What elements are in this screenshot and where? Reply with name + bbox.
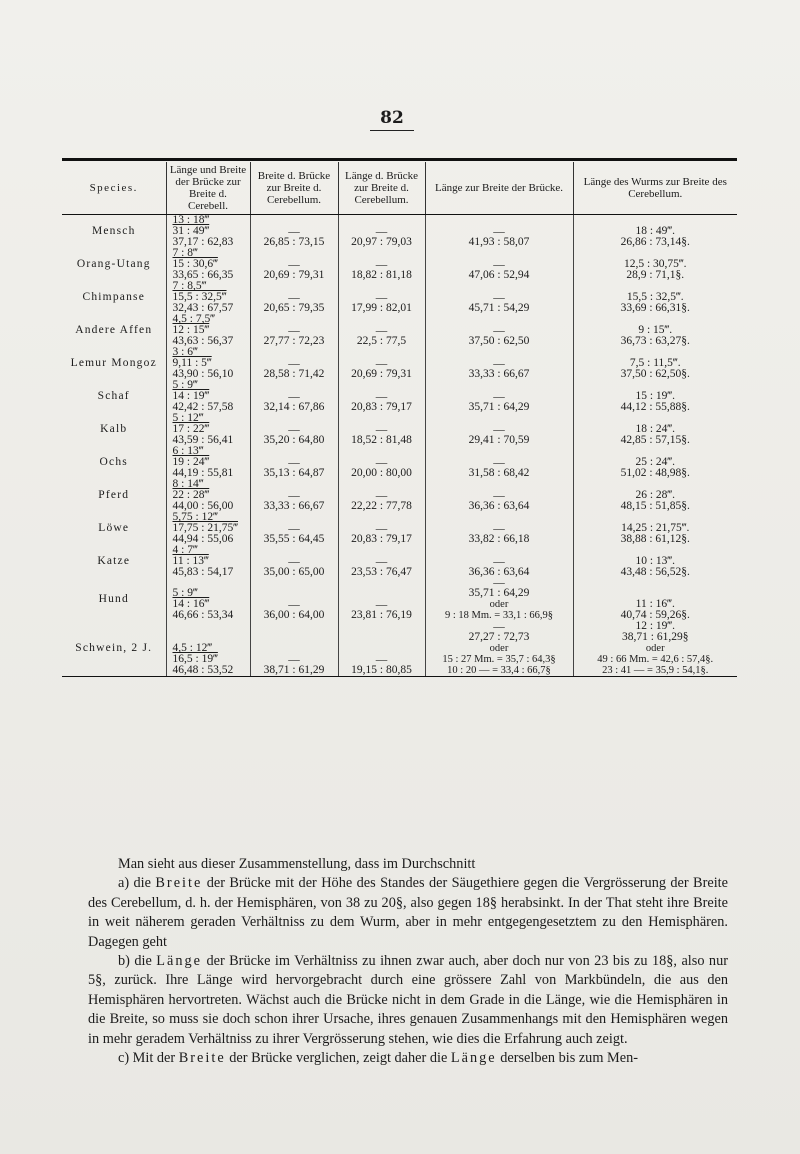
species-cell: Chimpanse: [82, 291, 146, 303]
value-cell-c4: [425, 545, 573, 578]
value-cell-c3: [338, 545, 425, 578]
species-cell: Orang-Utang: [76, 258, 151, 270]
paragraph-intro: Man sieht aus dieser Zusammenstellung, dass im Durchschnitt: [118, 856, 476, 872]
value-cell-c5: [573, 314, 737, 347]
value-cell-c3: [338, 621, 425, 677]
cell-line: 28,58 : 71,42: [263, 368, 325, 380]
cell-line: —: [493, 621, 505, 633]
paragraph-a-text: der Brücke mit der Höhe des Standes der Säugethiere gegen die Vergrösserung der Breite des Cerebellum, d. h. der Hemisphären, von 38 zu 20§, also gegen 18§ herabsinkt. In der That steht ihre Breite in weit näherem geraden Verhältniss zu dem Wurm, aber in mehr entgegengesetztem zu den Hemisphären. Dagegen geht: [88, 875, 728, 950]
cell-line: —: [375, 599, 388, 611]
header-worm-length: Länge des Wurms zur Breite des Cerebellum.: [573, 162, 737, 215]
cell-line: 5 : 9‴: [172, 379, 198, 391]
cell-line: 51,02 : 48,98§.: [620, 467, 690, 479]
cell-line: 19,15 : 80,85: [351, 664, 412, 676]
cell-line: —: [375, 259, 388, 271]
value-cell-c4: [425, 380, 573, 413]
cell-line: 28,9 : 71,1§.: [626, 269, 685, 281]
cell-line: 46,66 : 53,34: [172, 609, 234, 621]
table-row: [62, 281, 737, 314]
value-cell-c2: [250, 314, 338, 347]
cell-line: oder: [645, 643, 665, 654]
cell-line: 6 : 13‴: [172, 445, 204, 457]
cell-line: 35,20 : 64,80: [263, 434, 325, 446]
cell-line: 33,33 : 66,67: [263, 500, 325, 512]
table-row: [62, 248, 737, 281]
cell-line: 38,71 : 61,29: [263, 664, 325, 676]
cell-line: 5 : 9‴: [172, 587, 198, 599]
cell-line: —: [493, 424, 505, 436]
cell-line: 18 : 49‴.: [635, 225, 676, 237]
cell-line: 20,65 : 79,35: [263, 302, 325, 314]
species-cell: Ochs: [99, 456, 128, 468]
cell-line: 49 : 66 Mm. = 42,6 : 57,4§.: [597, 654, 714, 665]
paragraph-a: [88, 874, 728, 952]
cell-line: 35,71 : 64,29: [468, 401, 530, 413]
cell-line: 11 : 13‴: [172, 555, 209, 567]
species-cell: Mensch: [91, 225, 136, 237]
cell-line: 20,00 : 80,00: [351, 467, 412, 479]
cell-line: —: [375, 358, 388, 370]
cell-line: 22,22 : 77,78: [351, 500, 412, 512]
table-row: [62, 446, 737, 479]
cell-line: 23,81 : 76,19: [351, 609, 412, 621]
cell-line: 5,75 : 12‴: [172, 511, 218, 523]
paragraph-c-label: c) Mit der: [118, 1050, 179, 1067]
value-cell-c2: [250, 545, 338, 578]
value-cell-c2: [250, 512, 338, 545]
header-bridge-width: Breite d. Brücke zur Breite d. Cerebellum.: [250, 162, 338, 215]
cell-line: 14,25 : 21,75‴.: [621, 522, 690, 534]
cell-line: 14 : 16‴: [172, 598, 210, 610]
cell-line: —: [375, 292, 388, 304]
value-cell-c3: [338, 479, 425, 512]
header-length-width: Länge und Breite der Brücke zur Breite d. Cerebell.: [166, 162, 250, 215]
species-cell: Pferd: [98, 489, 130, 501]
paragraph-b-text: der Brücke im Verhältniss zu ihnen zwar auch, aber doch nur von 23 bis zu 18§, also nur 5§, zurück. Ihre Länge wird hervorgebracht durch eine grössere Zahl von Markbündeln, die aus den Hemisphären hervortreten. Wächst auch die Brücke nicht in dem Grade in die Länge, wie die Hemisphären in die Breite, so muss sie doch schon ihrer Ursache, ihres genauen Zusammenhangs mit den Hemisphären wegen in mehr geradem Verhältniss zu ihrer Vergrösserung stehen, wie dies die Erfahrung auch zeigt.: [88, 953, 728, 1047]
cell-line: —: [493, 259, 505, 271]
cell-line: —: [375, 457, 388, 469]
cell-line: 8 : 14‴: [172, 478, 204, 490]
cell-line: —: [288, 325, 300, 337]
value-cell-c3: [338, 446, 425, 479]
cell-line: —: [493, 226, 505, 238]
cell-line: 20,83 : 79,17: [351, 401, 412, 413]
value-cell-c3: [338, 347, 425, 380]
header-bridge-length: Länge d. Brücke zur Breite d. Cerebellum.: [338, 162, 425, 215]
value-cell-c5: [573, 281, 737, 314]
cell-line: 14 : 19‴: [172, 390, 210, 402]
cell-line: 5 : 12‴: [172, 412, 204, 424]
cell-line: —: [288, 424, 300, 436]
table-top-rule: [62, 158, 737, 161]
cell-line: oder: [489, 643, 509, 654]
value-cell-c3: [338, 413, 425, 446]
cell-line: 20,69 : 79,31: [263, 269, 325, 281]
cell-line: 7 : 8‴: [172, 247, 198, 259]
cell-line: —: [493, 325, 505, 337]
table-row: [62, 347, 737, 380]
value-cell-c1: [166, 215, 250, 249]
value-cell-c3: [338, 314, 425, 347]
cell-line: —: [493, 457, 505, 469]
value-cell-c1: [166, 347, 250, 380]
cell-line: 9 : 18 Mm. = 33,1 : 66,9§: [444, 610, 553, 621]
value-cell-c4: [425, 248, 573, 281]
table-row: [62, 413, 737, 446]
value-cell-c1: [166, 281, 250, 314]
paragraph-c: [88, 1049, 728, 1068]
cell-line: 20,83 : 79,17: [351, 533, 412, 545]
value-cell-c4: [425, 314, 573, 347]
value-cell-c5: [573, 621, 737, 677]
cell-line: 44,94 : 55,06: [172, 533, 234, 545]
value-cell-c2: [250, 578, 338, 621]
table-row: [62, 479, 737, 512]
body-text: [88, 855, 728, 1068]
cell-line: 36,00 : 64,00: [263, 609, 325, 621]
value-cell-c1: [166, 446, 250, 479]
value-cell-c5: [573, 347, 737, 380]
cell-line: 19 : 24‴: [172, 456, 210, 468]
cell-line: —: [288, 490, 300, 502]
cell-line: 41,93 : 58,07: [468, 236, 530, 248]
species-cell: Schaf: [97, 390, 130, 402]
cell-line: —: [493, 358, 505, 370]
cell-line: 31 : 49‴: [172, 225, 210, 237]
cell-line: 38,88 : 61,12§.: [620, 533, 690, 545]
cell-line: 20,69 : 79,31: [351, 368, 412, 380]
value-cell-c1: [166, 248, 250, 281]
cell-line: —: [493, 577, 505, 589]
cell-line: 42,42 : 57,58: [172, 401, 234, 413]
cell-line: 9,11 : 5‴: [172, 357, 212, 369]
paragraph-c-keyword: Breite: [178, 1050, 226, 1067]
cell-line: —: [288, 226, 300, 238]
value-cell-c2: [250, 281, 338, 314]
cell-line: 17,75 : 21,75‴: [172, 522, 238, 534]
cell-line: —: [288, 654, 300, 666]
paragraph-b-label: b) die: [118, 953, 157, 970]
cell-line: 10 : 13‴.: [635, 555, 676, 567]
cell-line: —: [288, 599, 300, 611]
cell-line: 26,86 : 73,14§.: [620, 236, 690, 248]
cell-line: 35,13 : 64,87: [263, 467, 325, 479]
value-cell-c4: [425, 479, 573, 512]
cell-line: 35,71 : 64,29: [468, 587, 530, 599]
table-row: [62, 215, 737, 249]
cell-line: 26 : 28‴.: [635, 489, 676, 501]
cell-line: —: [288, 358, 300, 370]
cell-line: 23 : 41 — = 35,9 : 54,1§.: [602, 665, 709, 676]
value-cell-c2: [250, 380, 338, 413]
value-cell-c5: [573, 413, 737, 446]
cell-line: 12 : 19‴.: [635, 620, 676, 632]
cell-line: 13 : 18‴: [172, 214, 210, 226]
cell-line: —: [375, 325, 388, 337]
value-cell-c1: [166, 380, 250, 413]
table-row: [62, 545, 737, 578]
cell-line: 15 : 27 Mm. = 35,7 : 64,3§: [442, 654, 556, 665]
header-species: Species.: [62, 162, 166, 215]
cell-line: —: [375, 490, 388, 502]
cell-line: 44,00 : 56,00: [172, 500, 234, 512]
cell-line: 17,99 : 82,01: [351, 302, 412, 314]
value-cell-c5: [573, 545, 737, 578]
cell-line: 7 : 8,5‴: [172, 280, 207, 292]
cell-line: —: [493, 523, 505, 535]
cell-line: 48,15 : 51,85§.: [620, 500, 690, 512]
value-cell-c2: [250, 347, 338, 380]
cell-line: 40,74 : 59,26§.: [620, 609, 690, 621]
species-cell: Andere Affen: [75, 324, 153, 336]
cell-line: 4 : 7‴: [172, 544, 198, 556]
cell-line: 45,71 : 54,29: [468, 302, 530, 314]
cell-line: 36,36 : 63,64: [468, 566, 530, 578]
value-cell-c5: [573, 248, 737, 281]
value-cell-c4: [425, 578, 573, 621]
cell-line: —: [288, 292, 300, 304]
cell-line: 45,83 : 54,17: [172, 566, 234, 578]
cell-line: 12,5 : 30,75‴.: [623, 258, 687, 270]
value-cell-c5: [573, 578, 737, 621]
table-row: [62, 578, 737, 621]
cell-line: —: [375, 523, 388, 535]
cell-line: 27,77 : 72,23: [263, 335, 325, 347]
table-row: [62, 621, 737, 677]
value-cell-c1: [166, 314, 250, 347]
cell-line: 18 : 24‴.: [635, 423, 676, 435]
value-cell-c1: [166, 512, 250, 545]
cell-line: 4,5 : 7,5‴: [172, 313, 215, 325]
cell-line: 36,36 : 63,64: [468, 500, 530, 512]
cell-line: —: [288, 523, 300, 535]
cell-line: —: [375, 654, 388, 666]
value-cell-c2: [250, 413, 338, 446]
paragraph-c-keyword-2: Länge: [450, 1050, 497, 1067]
cell-line: 15 : 30,6‴: [172, 258, 218, 270]
value-cell-c3: [338, 281, 425, 314]
page-number: 82: [370, 108, 414, 131]
value-cell-c1: [166, 413, 250, 446]
cell-line: 11 : 16‴.: [635, 598, 675, 610]
cell-line: 16,5 : 19‴: [172, 653, 218, 665]
paragraph-b: [88, 952, 728, 1049]
cell-line: 35,00 : 65,00: [263, 566, 325, 578]
cell-line: 47,06 : 52,94: [468, 269, 530, 281]
value-cell-c4: [425, 446, 573, 479]
value-cell-c5: [573, 512, 737, 545]
cell-line: 12 : 15‴: [172, 324, 210, 336]
species-cell: Lemur Mongoz: [70, 357, 157, 369]
table-body: [62, 215, 737, 677]
cell-line: —: [375, 556, 388, 568]
cell-line: 36,73 : 63,27§.: [620, 335, 690, 347]
species-cell: Schwein, 2 J.: [62, 621, 166, 677]
cell-line: —: [288, 391, 300, 403]
paragraph-c-mid: der Brücke verglichen, zeigt daher die: [225, 1050, 451, 1067]
value-cell-c5: [573, 380, 737, 413]
cell-line: 27,27 : 72,73: [468, 631, 530, 643]
value-cell-c1: [166, 479, 250, 512]
value-cell-c4: [425, 413, 573, 446]
value-cell-c2: [250, 248, 338, 281]
value-cell-c5: [573, 479, 737, 512]
cell-line: 32,14 : 67,86: [263, 401, 325, 413]
cell-line: —: [493, 490, 505, 502]
cell-line: —: [375, 226, 388, 238]
table-header-row: [62, 162, 737, 215]
table-row: [62, 512, 737, 545]
cell-line: 31,58 : 68,42: [468, 467, 530, 479]
cell-line: 33,65 : 66,35: [172, 269, 234, 281]
species-cell: Löwe: [98, 522, 130, 534]
cell-line: 15,5 : 32,5‴: [172, 291, 227, 303]
cell-line: 33,69 : 66,31§.: [620, 302, 690, 314]
cell-line: —: [288, 259, 300, 271]
species-cell: Kalb: [100, 423, 128, 435]
value-cell-c3: [338, 248, 425, 281]
cell-line: —: [493, 292, 505, 304]
cell-line: 42,85 : 57,15§.: [620, 434, 690, 446]
paragraph-a-keyword: Breite: [155, 875, 203, 892]
cell-line: 43,63 : 56,37: [172, 335, 234, 347]
species-cell: Katze: [97, 555, 131, 567]
cell-line: —: [493, 556, 505, 568]
value-cell-c1: [166, 545, 250, 578]
value-cell-c2: [250, 446, 338, 479]
cell-line: —: [288, 556, 300, 568]
cell-line: 22,5 : 77,5: [356, 335, 407, 347]
cell-line: 35,55 : 64,45: [263, 533, 325, 545]
table-row: [62, 380, 737, 413]
cell-line: 46,48 : 53,52: [172, 664, 234, 676]
cell-line: 26,85 : 73,15: [263, 236, 325, 248]
cell-line: 9 : 15‴.: [638, 324, 673, 336]
cell-line: 29,41 : 70,59: [468, 434, 530, 446]
value-cell-c3: [338, 380, 425, 413]
paragraph-b-keyword: Länge: [156, 953, 202, 970]
cell-line: 18,82 : 81,18: [351, 269, 412, 281]
cell-line: 38,71 : 61,29§: [622, 631, 689, 643]
table-row: [62, 314, 737, 347]
value-cell-c4: [425, 215, 573, 249]
value-cell-c3: [338, 578, 425, 621]
cell-line: oder: [489, 599, 509, 610]
cell-line: 43,90 : 56,10: [172, 368, 234, 380]
cell-line: 37,17 : 62,83: [172, 236, 234, 248]
data-table: [62, 162, 737, 677]
cell-line: 23,53 : 76,47: [351, 566, 412, 578]
value-cell-c3: [338, 512, 425, 545]
value-cell-c5: [573, 215, 737, 249]
cell-line: 43,59 : 56,41: [172, 434, 234, 446]
paragraph-c-text: derselben bis zum Men-: [496, 1050, 638, 1067]
cell-line: 20,97 : 79,03: [351, 236, 412, 248]
value-cell-c2: [250, 479, 338, 512]
value-cell-c1: [166, 578, 250, 621]
cell-line: —: [375, 391, 388, 403]
species-cell: Hund: [98, 593, 129, 605]
cell-line: —: [493, 391, 505, 403]
cell-line: 10 : 20 — = 33,4 : 66,7§: [447, 665, 551, 676]
cell-line: 44,19 : 55,81: [172, 467, 234, 479]
cell-line: 37,50 : 62,50§.: [620, 368, 690, 380]
cell-line: —: [288, 457, 300, 469]
value-cell-c1: [166, 621, 250, 677]
cell-line: 25 : 24‴.: [635, 456, 676, 468]
cell-line: —: [375, 424, 388, 436]
value-cell-c4: [425, 512, 573, 545]
cell-line: 15,5 : 32,5‴.: [626, 291, 684, 303]
cell-line: 43,48 : 56,52§.: [620, 566, 690, 578]
value-cell-c4: [425, 347, 573, 380]
cell-line: 33,33 : 66,67: [468, 368, 530, 380]
cell-line: 37,50 : 62,50: [468, 335, 530, 347]
cell-line: 33,82 : 66,18: [468, 533, 530, 545]
cell-line: 44,12 : 55,88§.: [620, 401, 690, 413]
header-length-to-width: Länge zur Breite der Brücke.: [425, 162, 573, 215]
cell-line: 17 : 22‴: [172, 423, 210, 435]
cell-line: 18,52 : 81,48: [351, 434, 412, 446]
value-cell-c2: [250, 621, 338, 677]
cell-line: 4,5 : 12‴: [172, 642, 213, 654]
value-cell-c2: [250, 215, 338, 249]
value-cell-c4: [425, 281, 573, 314]
cell-line: 3 : 6‴: [172, 346, 198, 358]
cell-line: 32,43 : 67,57: [172, 302, 234, 314]
cell-line: 15 : 19‴.: [635, 390, 676, 402]
value-cell-c3: [338, 215, 425, 249]
cell-line: 7,5 : 11,5‴.: [629, 357, 681, 369]
value-cell-c5: [573, 446, 737, 479]
cell-line: 22 : 28‴: [172, 489, 210, 501]
paragraph-a-label: a) die: [118, 875, 156, 892]
value-cell-c4: [425, 621, 573, 677]
